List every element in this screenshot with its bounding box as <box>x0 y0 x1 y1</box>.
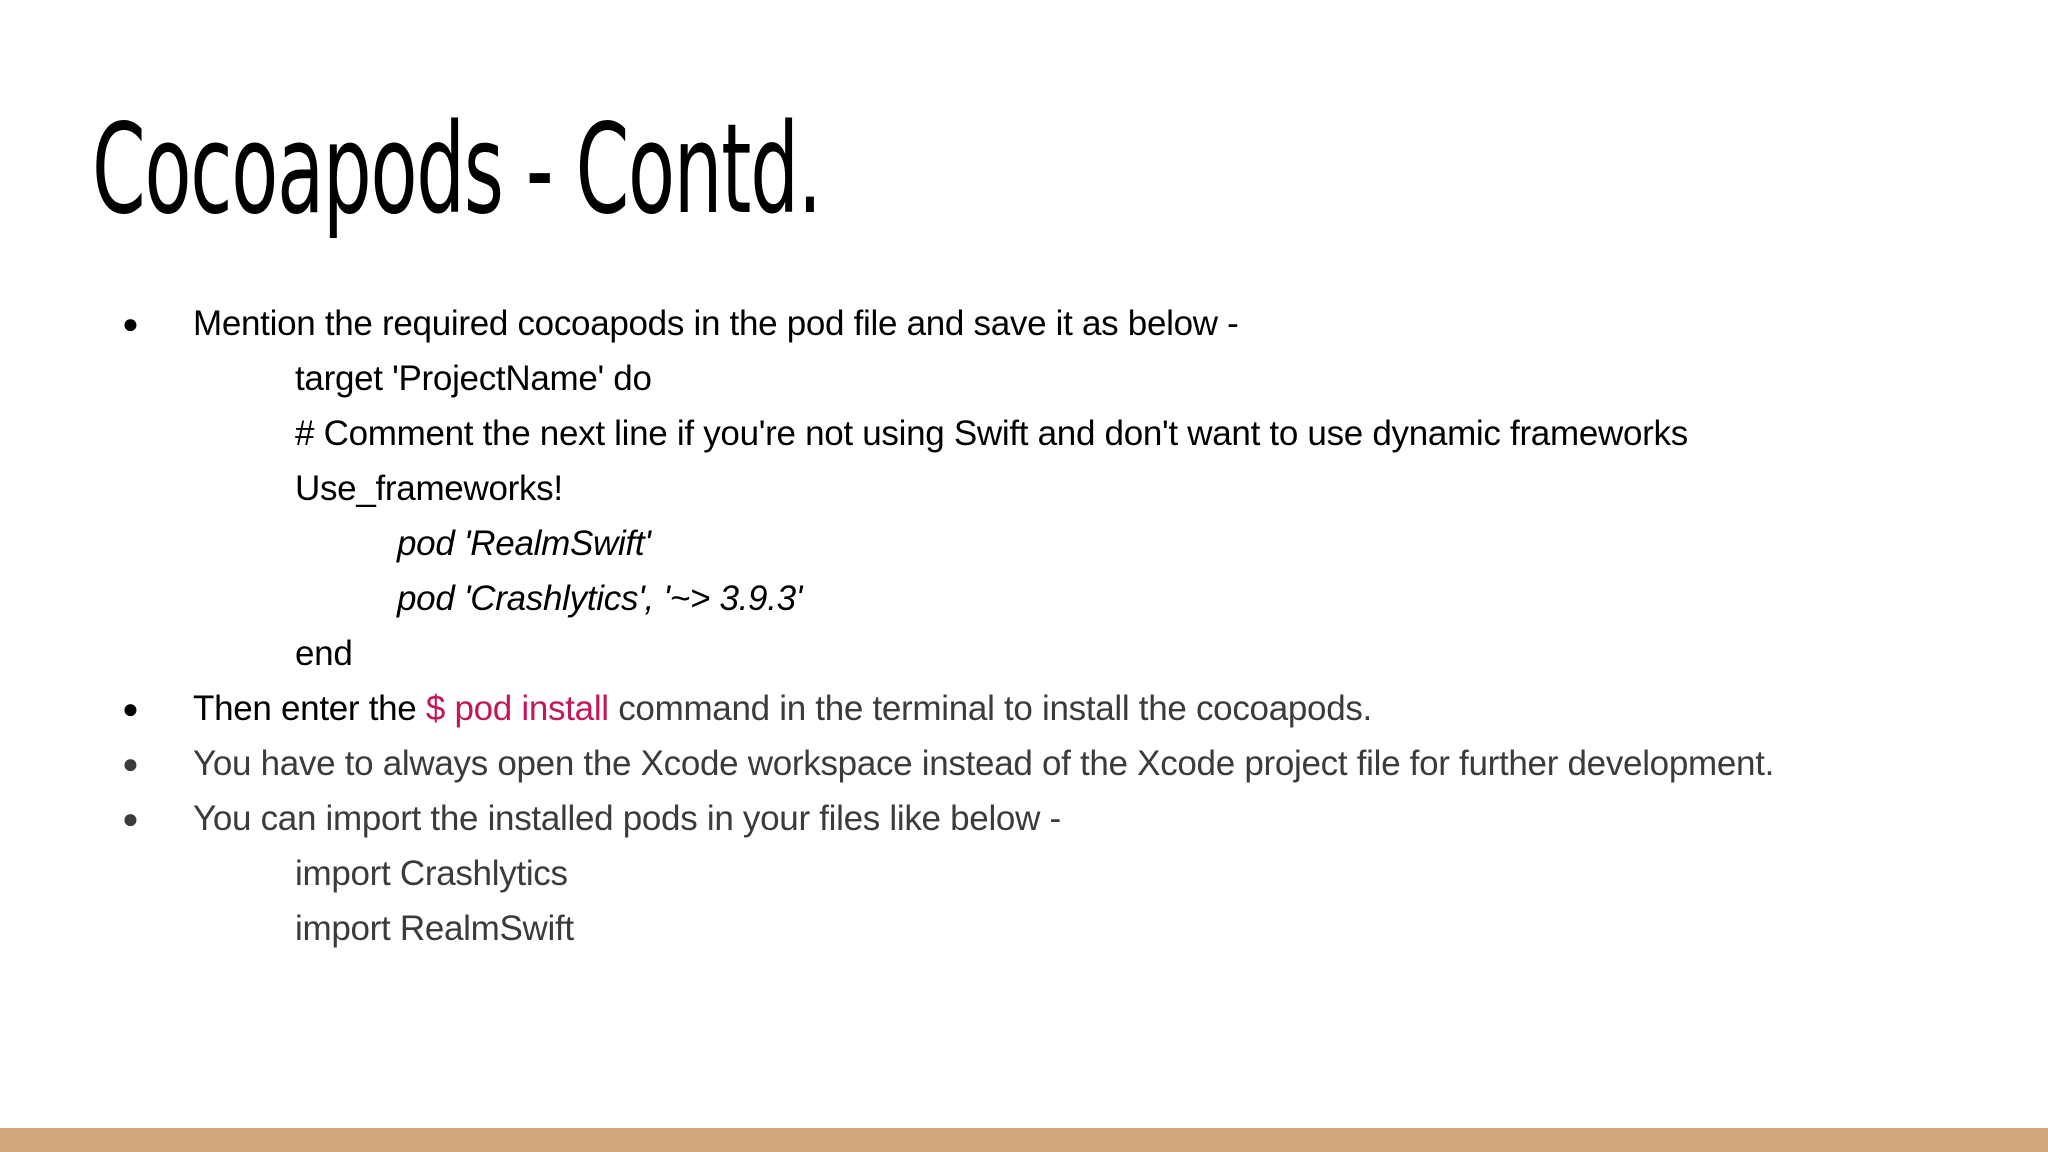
bullet-item-workspace <box>0 736 2048 791</box>
pod-install-command: $ pod install <box>425 689 609 728</box>
podfile-pod-realmswift: pod 'RealmSwift' <box>397 524 651 563</box>
slide-title: Cocoapods - Contd. <box>92 98 821 242</box>
bullet-dot-icon: ● <box>122 748 139 779</box>
bullet-item-install <box>0 681 2048 736</box>
bullet-dot-icon: ● <box>122 308 139 339</box>
install-before-text: Then enter the <box>193 689 426 728</box>
import-realmswift: import RealmSwift <box>295 909 574 948</box>
podfile-pod-crashlytics: pod 'Crashlytics', '~> 3.9.3' <box>397 579 803 618</box>
bullet-item-podfile <box>0 296 2048 351</box>
podfile-end-line: end <box>295 634 353 673</box>
podfile-target-line: target 'ProjectName' do <box>295 359 652 398</box>
podfile-line <box>0 461 2048 516</box>
bullet-text: You can import the installed pods in your files like below - <box>193 799 1061 838</box>
podfile-use-frameworks-line: Use_frameworks! <box>295 469 563 508</box>
import-line <box>0 846 2048 901</box>
install-after-text: command in the terminal to install the cocoapods. <box>608 689 1372 728</box>
import-line <box>0 901 2048 956</box>
podfile-line <box>0 516 2048 571</box>
podfile-line <box>0 351 2048 406</box>
podfile-line <box>0 571 2048 626</box>
podfile-line <box>0 626 2048 681</box>
bullet-text <box>193 681 1372 736</box>
bottom-accent-bar <box>0 1128 2048 1152</box>
bullet-text: Mention the required cocoapods in the pod file and save it as below - <box>193 304 1239 343</box>
podfile-line <box>0 406 2048 461</box>
bullet-text: You have to always open the Xcode workspace instead of the Xcode project file for further development. <box>193 744 1775 783</box>
slide-body <box>0 296 2048 956</box>
import-crashlytics: import Crashlytics <box>295 854 568 893</box>
podfile-comment-line: # Comment the next line if you're not using Swift and don't want to use dynamic frameworks <box>295 414 1688 453</box>
bullet-item-imports <box>0 791 2048 846</box>
bullet-dot-icon: ● <box>122 693 139 724</box>
bullet-dot-icon: ● <box>122 803 139 834</box>
